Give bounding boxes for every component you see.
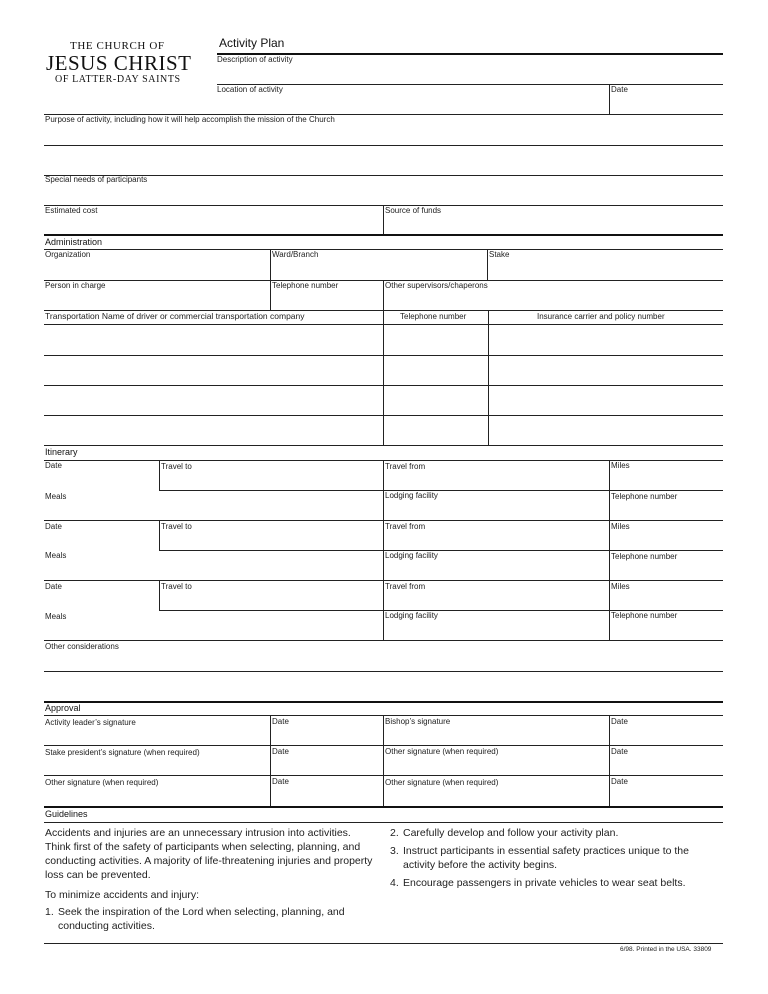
ward-branch-field[interactable]: [272, 259, 487, 279]
stake-label: Stake: [489, 250, 510, 259]
location-label: Location of activity: [217, 85, 283, 94]
location-field[interactable]: [217, 94, 609, 114]
insurance-label: Insurance carrier and policy number: [537, 312, 665, 321]
guidelines-intro: Accidents and injuries are an unnecessary intrusion into activities. Think first of the safety of participants when selecting, planning, and conducting activities. A majority of life-threatening injuries and property loss can be prevented.: [45, 827, 373, 881]
logo-line-2: JESUS CHRIST: [46, 51, 192, 75]
other-signature-label: Other signature (when required): [385, 747, 499, 756]
approval-date-label: Date: [272, 717, 289, 726]
approval-row-2[interactable]: [44, 757, 723, 775]
estimated-cost-label: Estimated cost: [45, 206, 98, 215]
itinerary-telephone-label: Telephone number: [611, 552, 678, 561]
stake-field[interactable]: [489, 259, 723, 279]
form-title: Activity Plan: [219, 36, 285, 50]
other-signature-label: Other signature (when required): [385, 778, 499, 787]
meals-label: Meals: [45, 612, 67, 621]
guideline-item: [390, 876, 720, 890]
leader-signature-label: Activity leader’s signature: [45, 718, 136, 727]
itinerary-date-label: Date: [45, 582, 62, 591]
special-needs-label: Special needs of participants: [45, 175, 148, 184]
travel-from-label: Travel from: [385, 462, 426, 471]
other-supervisors-field[interactable]: [385, 290, 723, 310]
title-rule: [217, 53, 723, 55]
travel-from-label: Travel from: [385, 522, 426, 531]
guidelines-right-column: [390, 826, 720, 894]
guideline-item: [45, 905, 375, 933]
other-considerations-label: Other considerations: [45, 642, 119, 651]
guideline-number: 1.: [45, 906, 54, 918]
guideline-text: Seek the inspiration of the Lord when selecting, planning, and conducting activities.: [58, 906, 345, 932]
logo-line-3: OF LATTER-DAY SAINTS: [55, 74, 181, 85]
rule: [44, 640, 723, 641]
itinerary-3-row-a[interactable]: [44, 591, 723, 610]
approval-date-label: Date: [611, 717, 628, 726]
itinerary-1-row-a[interactable]: [44, 470, 723, 490]
transport-row-3[interactable]: [44, 386, 723, 415]
lodging-label: Lodging facility: [385, 551, 438, 560]
transportation-heading: Transportation Name of driver or commercial transportation company: [45, 311, 305, 321]
guidelines-heading: Guidelines: [45, 809, 88, 819]
divider: [487, 249, 488, 280]
guideline-number: 3.: [390, 845, 399, 857]
organization-field[interactable]: [44, 259, 270, 279]
special-needs-field[interactable]: [44, 185, 723, 205]
approval-row-3[interactable]: [44, 787, 723, 805]
date-label: Date: [611, 85, 628, 94]
rule: [44, 745, 723, 746]
admin-telephone-field[interactable]: [272, 290, 383, 310]
guideline-item: [390, 844, 720, 872]
guideline-text: Instruct participants in essential safety practices unique to the activity before the activity begins.: [403, 845, 689, 871]
organization-label: Organization: [45, 250, 91, 259]
lodging-label: Lodging facility: [385, 611, 438, 620]
guideline-number: 2.: [390, 827, 399, 839]
person-in-charge-label: Person in charge: [45, 281, 106, 290]
rule: [44, 249, 723, 250]
transport-row-1[interactable]: [44, 325, 723, 355]
guideline-number: 4.: [390, 877, 399, 889]
rule: [44, 445, 723, 446]
rule: [44, 145, 723, 146]
rule: [217, 84, 723, 85]
section-rule: [44, 701, 723, 703]
travel-to-label: Travel to: [161, 522, 192, 531]
approval-date-label: Date: [611, 777, 628, 786]
guideline-item: [390, 826, 720, 840]
transport-row-2[interactable]: [44, 356, 723, 385]
travel-to-label: Travel to: [161, 462, 192, 471]
approval-row-1[interactable]: [44, 727, 723, 745]
guideline-text: Encourage passengers in private vehicles to wear seat belts.: [403, 877, 686, 889]
rule: [159, 490, 723, 491]
date-field[interactable]: [611, 94, 723, 114]
rule: [159, 550, 723, 551]
description-label: Description of activity: [217, 55, 293, 64]
other-signature-label: Other signature (when required): [45, 778, 159, 787]
rule: [44, 822, 723, 823]
logo-line-1: THE CHURCH OF: [70, 40, 165, 52]
transport-telephone-label: Telephone number: [400, 312, 467, 321]
approval-date-label: Date: [272, 747, 289, 756]
estimated-cost-field[interactable]: [44, 215, 383, 235]
travel-from-label: Travel from: [385, 582, 426, 591]
footer-rule: [44, 943, 723, 944]
divider: [383, 280, 384, 311]
itinerary-date-label: Date: [45, 461, 62, 470]
itinerary-2-row-a[interactable]: [44, 531, 723, 550]
other-supervisors-label: Other supervisors/chaperons: [385, 281, 488, 290]
meals-label: Meals: [45, 492, 67, 501]
itinerary-telephone-label: Telephone number: [611, 492, 678, 501]
rule: [44, 775, 723, 776]
rule: [44, 671, 723, 672]
purpose-label: Purpose of activity, including how it will help accomplish the mission of the Church: [45, 115, 335, 124]
ward-branch-label: Ward/Branch: [272, 250, 319, 259]
other-considerations-field[interactable]: [44, 652, 723, 700]
itinerary-date-label: Date: [45, 522, 62, 531]
guidelines-left-column: [45, 826, 375, 937]
administration-heading: Administration: [45, 237, 103, 247]
approval-date-label: Date: [611, 747, 628, 756]
stake-president-signature-label: Stake president’s signature (when required): [45, 748, 200, 757]
source-of-funds-label: Source of funds: [385, 206, 442, 215]
miles-label: Miles: [611, 461, 630, 470]
itinerary-3-row-b[interactable]: [44, 621, 723, 640]
miles-label: Miles: [611, 582, 630, 591]
guideline-text: Carefully develop and follow your activity plan.: [403, 827, 619, 839]
itinerary-heading: Itinerary: [45, 447, 78, 457]
divider: [609, 84, 610, 114]
lodging-label: Lodging facility: [385, 491, 438, 500]
admin-telephone-label: Telephone number: [272, 281, 339, 290]
travel-to-label: Travel to: [161, 582, 192, 591]
itinerary-2-row-b[interactable]: [44, 561, 723, 580]
person-in-charge-field[interactable]: [44, 290, 270, 310]
section-rule: [44, 234, 723, 236]
section-rule: [44, 806, 723, 808]
approval-heading: Approval: [45, 703, 81, 713]
source-of-funds-field[interactable]: [385, 215, 723, 235]
purpose-field[interactable]: [44, 124, 723, 174]
itinerary-1-row-b[interactable]: [44, 501, 723, 520]
itinerary-telephone-label: Telephone number: [611, 611, 678, 620]
miles-label: Miles: [611, 522, 630, 531]
bishop-signature-label: Bishop’s signature: [385, 717, 451, 726]
guidelines-lead: To minimize accidents and injury:: [45, 889, 200, 901]
transport-row-4[interactable]: [44, 416, 723, 445]
footer-print-info: 6/98. Printed in the USA. 33809: [620, 946, 712, 953]
divider: [383, 205, 384, 235]
meals-label: Meals: [45, 551, 67, 560]
description-field[interactable]: [217, 64, 723, 84]
approval-date-label: Date: [272, 777, 289, 786]
